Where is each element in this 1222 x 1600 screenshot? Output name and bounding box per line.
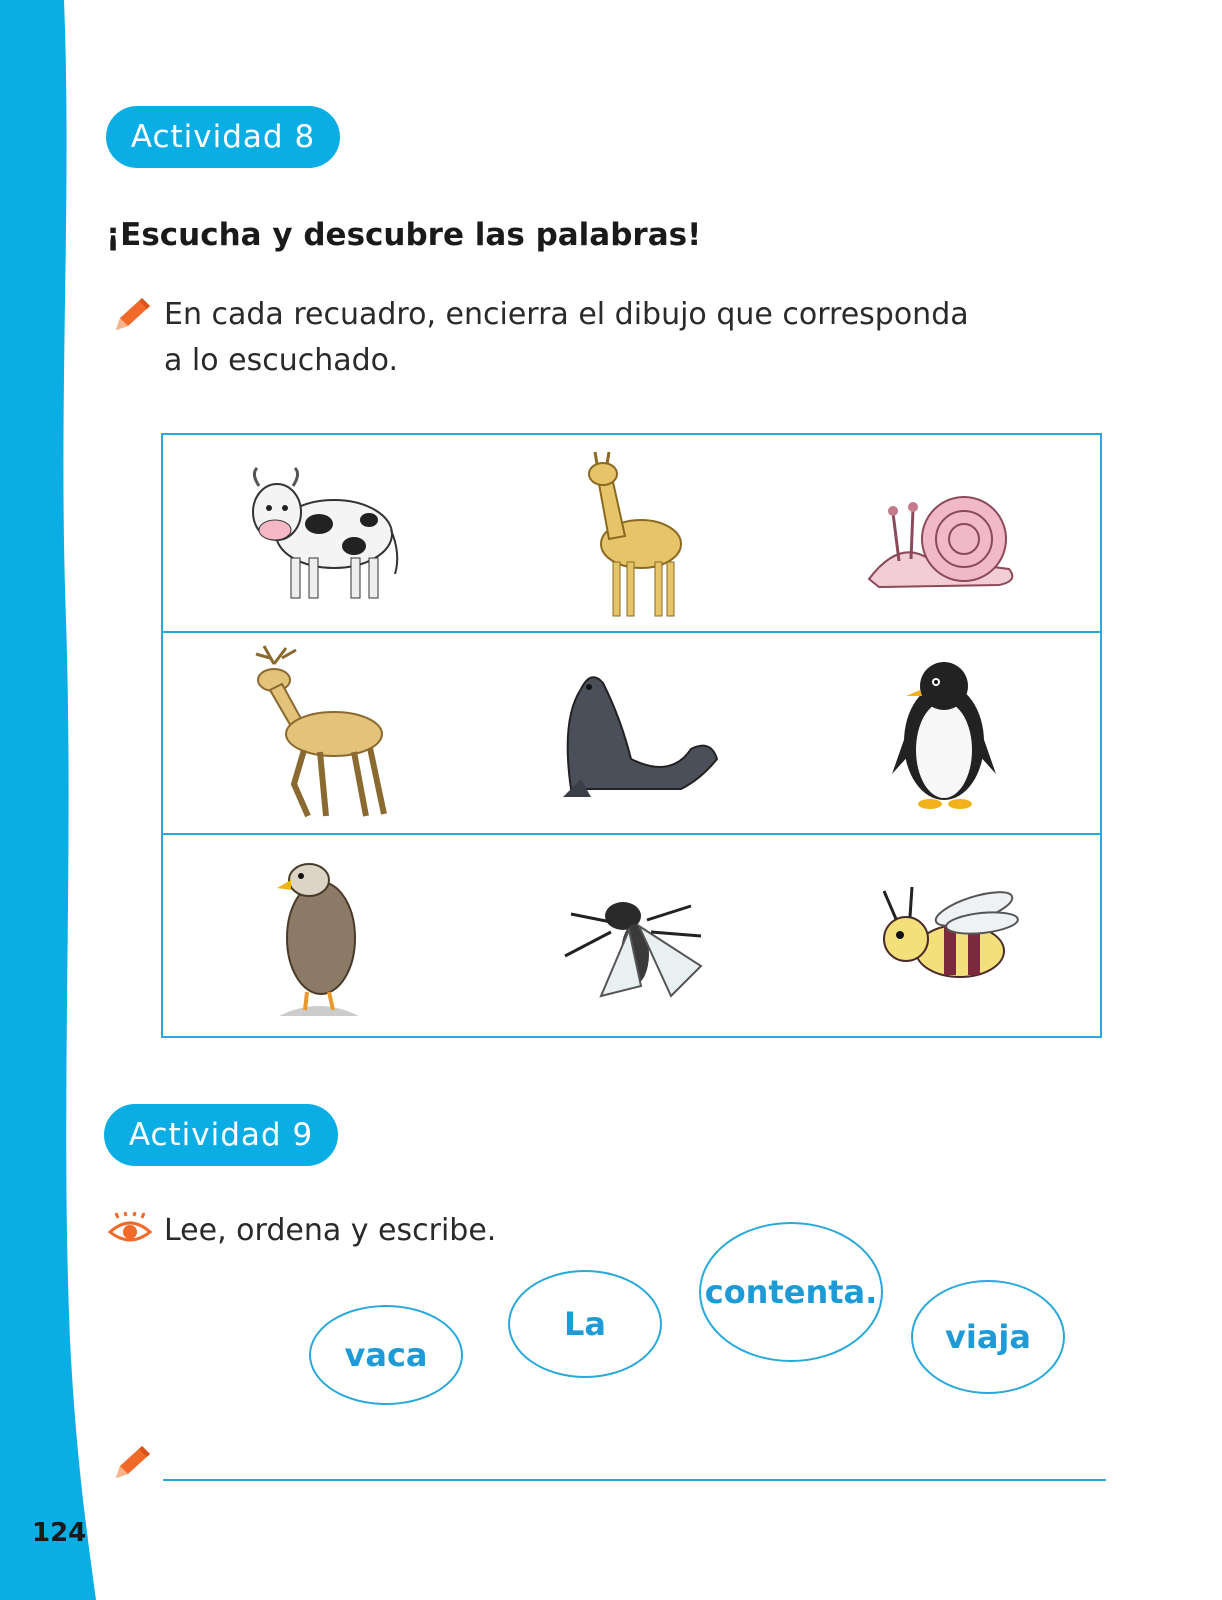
word-bubble-contenta[interactable]: contenta.	[699, 1222, 883, 1362]
llama-picture[interactable]	[475, 435, 787, 633]
activity-9-label: Actividad 9	[104, 1104, 338, 1166]
activity-9-instruction: Lee, ordena y escribe.	[164, 1213, 497, 1248]
bee-picture[interactable]	[788, 835, 1100, 1036]
grid-row-3	[163, 835, 1100, 1036]
word-bubble-la[interactable]: La	[508, 1270, 662, 1378]
grid-row-2	[163, 633, 1100, 835]
cow-picture[interactable]	[163, 435, 475, 633]
activity-8-instruction-line-1: En cada recuadro, encierra el dibujo que corresponda	[164, 297, 969, 332]
snail-picture[interactable]	[788, 435, 1100, 633]
penguin-picture[interactable]	[788, 633, 1100, 835]
deer-picture[interactable]	[163, 633, 475, 835]
word-bubble-vaca[interactable]: vaca	[309, 1305, 463, 1405]
grid-row-1	[163, 435, 1100, 633]
page-number: 124	[32, 1518, 87, 1548]
pencil-icon	[110, 1444, 152, 1484]
activity-8-instruction-line-2: a lo escuchado.	[164, 343, 399, 378]
seal-picture[interactable]	[475, 633, 787, 835]
pencil-icon	[110, 296, 152, 336]
word-bubble-viaja[interactable]: viaja	[911, 1280, 1065, 1394]
picture-grid	[161, 433, 1102, 1038]
eagle-picture[interactable]	[163, 835, 475, 1036]
answer-line[interactable]	[163, 1479, 1106, 1481]
side-band	[0, 0, 100, 1600]
fly-picture[interactable]	[475, 835, 787, 1036]
activity-8-label: Actividad 8	[106, 106, 340, 168]
activity-8-heading: ¡Escucha y descubre las palabras!	[106, 217, 702, 253]
eye-icon	[108, 1212, 152, 1244]
